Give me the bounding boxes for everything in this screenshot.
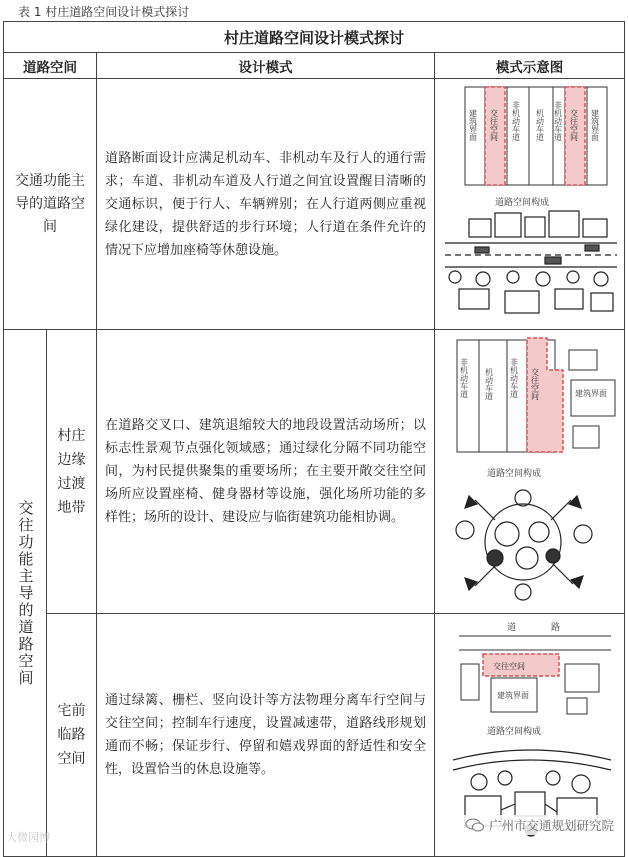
description-edge: 在道路交叉口、建筑退缩较大的地段设置活动场所；以标志性景观节点强化领域感；通过绿化分隔不同功能空间，为村民提供聚集的重要场所；在主要开敞交往空间场所应设置座椅、健身器材等设施，强化场所功能的多样性；场所的设计、建设应与临街建筑功能相协调。	[97, 330, 435, 614]
road-section-diagram	[435, 79, 623, 325]
strip-label: 交往空间	[489, 109, 499, 141]
wechat-icon	[465, 818, 485, 832]
road-label: 道	[507, 623, 517, 633]
strip-label: 交往空间	[569, 109, 579, 141]
edge-space-diagram	[435, 330, 623, 609]
strip-label: 非机动车道	[553, 101, 563, 141]
header-road-space: 道路空间	[4, 53, 97, 79]
diagram-caption: 道路空间构成	[487, 727, 542, 737]
strip-label: 建筑界面	[590, 109, 600, 141]
description-front: 通过绿篱、栅栏、竖向设计等方法物理分离车行空间与交往空间；控制车行速度，设置减速带，道路线形规划通而不畅；保证步行、停留和嬉戏界面的舒适性和安全性，设置恰当的休息设施等。	[97, 614, 435, 857]
category-traffic: 交通功能主导的道路空间	[15, 172, 85, 235]
header-design-mode: 设计模式	[97, 53, 435, 79]
category-communication: 交往功能主导的道路空间	[16, 499, 35, 687]
watermark-left: 大微园博	[6, 831, 50, 844]
table-row	[4, 330, 625, 614]
design-mode-table	[3, 21, 625, 857]
diagram-caption: 道路空间构成	[495, 198, 550, 208]
header-diagram: 模式示意图	[435, 53, 625, 79]
strip-label: 机动车道	[535, 109, 545, 141]
strip-label: 建筑界面	[468, 109, 478, 141]
watermark-right-text: 广州市交通规划研究院	[488, 818, 614, 833]
road-label: 路	[551, 623, 561, 633]
strip-label: 建筑界面	[497, 691, 529, 700]
strip-label: 非机动车道	[511, 101, 521, 141]
description-traffic: 道路断面设计应满足机动车、非机动车及行人的通行需求；车道、非机动车道及人行道之间宜设置醒目清晰的交通标识，便于行人、车辆辨别；在人行道两侧应重视绿化建设，提供舒适的步行环境；人行道在条件允许的情况下应增加座椅等休憩设施。	[97, 79, 435, 330]
strip-label: 建筑界面	[575, 389, 607, 398]
subcategory-edge: 村庄边缘过渡地带	[57, 427, 86, 516]
strip-label: 非机动车道	[459, 358, 469, 398]
diagram-cell-traffic	[435, 79, 625, 330]
strip-label: 非机动车道	[509, 358, 519, 398]
table-caption: 表 1 村庄道路空间设计模式探讨	[18, 5, 190, 19]
strip-label: 机动车道	[484, 368, 494, 400]
subcategory-front: 宅前临路空间	[57, 703, 86, 767]
table-title: 村庄道路空间设计模式探讨	[4, 22, 625, 53]
diagram-caption: 道路空间构成	[487, 469, 542, 479]
diagram-cell-edge	[435, 330, 625, 614]
watermark-right	[461, 815, 618, 835]
strip-label: 交往空间	[493, 662, 525, 671]
table-row	[4, 79, 625, 330]
strip-label: 交往空间	[530, 368, 540, 400]
